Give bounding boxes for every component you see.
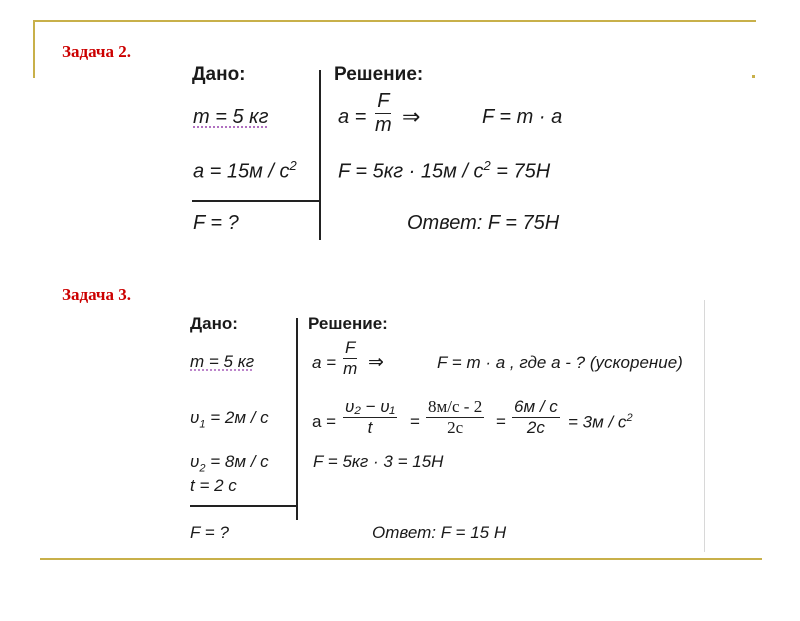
task3-equals-2: = [496, 412, 506, 431]
task2-divider-vertical [319, 70, 321, 240]
task3-given-v1-symbol: υ [190, 408, 200, 427]
task3-a2-lhs: a = [312, 412, 337, 431]
task2-formula: F = m · a [482, 106, 563, 128]
task2-given-mass: m = 5 кг [193, 106, 269, 128]
task2-given-acceleration [193, 158, 297, 184]
task3-fraction-velocity-denominator: t [367, 417, 373, 437]
task2-calculation [338, 158, 550, 184]
task3-fraction-diff [512, 397, 560, 437]
task3-fraction-values-denominator: 2с [447, 417, 464, 437]
right-edge-line [704, 300, 705, 552]
task2-given-acceleration-text: a = 15м / с [193, 160, 290, 183]
task2-given-header: Дано: [192, 64, 246, 85]
task3-solution-header: Решение: [308, 314, 388, 333]
task3-formula: F = m · a , где a - ? (ускорение) [437, 353, 683, 372]
task2-calculation-result: = 75H [490, 160, 551, 183]
left-frame-line [33, 20, 35, 78]
task3-given-v1-value: = 2м / с [205, 408, 269, 427]
bottom-frame-line [40, 558, 762, 560]
task3-implies-arrow: ⇒ [368, 352, 384, 373]
task2-divider-horizontal [192, 200, 320, 202]
task3-answer: Ответ: F = 15 H [372, 523, 507, 542]
task3-title: Задача 3. [62, 285, 131, 304]
task2-title: Задача 2. [62, 42, 131, 61]
task3-given-v2-index: 2 [199, 462, 206, 475]
task3-fraction-denominator: m [343, 358, 358, 378]
task3-divider-vertical [296, 318, 298, 520]
task2-fraction-numerator: F [377, 90, 390, 112]
task2-solution-a-lhs: a = [338, 106, 367, 128]
task2-given-find: F = ? [193, 212, 239, 234]
task3-fraction-values-numerator: 8м/с - 2 [428, 397, 483, 416]
task3-divider-horizontal [190, 505, 298, 507]
task3-equals-1: = [410, 412, 420, 431]
task3-fraction-numerator: F [345, 338, 356, 357]
task3-given-time: t = 2 с [190, 476, 237, 495]
task2-given-acceleration-exp: 2 [289, 158, 297, 173]
task3-force: F = 5кг · 3 = 15H [313, 452, 444, 471]
task3-fraction-diff-numerator: 6м / с [514, 397, 558, 416]
task3-given-v2-symbol: υ [190, 452, 200, 471]
task3-solution-a-lhs: a = [312, 353, 337, 372]
task3-given-v2-value: = 8м / с [205, 452, 269, 471]
task2-answer: Ответ: F = 75H [407, 212, 560, 234]
task3-result-pre: = 3м / с [568, 412, 627, 432]
task3-given-find: F = ? [190, 523, 229, 542]
task3-fraction-values [426, 397, 484, 437]
top-right-dot [752, 75, 755, 78]
task3-given-v2 [190, 452, 269, 474]
task3-given-header: Дано: [190, 314, 238, 333]
task2-calculation-pre: F = 5кг · 15м / с [338, 160, 484, 183]
task3-given-mass: m = 5 кг [190, 352, 255, 371]
task3-result [568, 412, 633, 433]
task3-fraction-diff-denominator: 2с [526, 417, 545, 437]
task2-implies-arrow: ⇒ [402, 104, 421, 129]
top-frame-line [33, 20, 756, 22]
task2-calculation-exp: 2 [483, 158, 491, 173]
task2-solution-header: Решение: [334, 64, 424, 85]
task3-fraction-velocity [343, 397, 397, 437]
task3-fraction-velocity-numerator: υ₂ − υ₁ [345, 397, 395, 416]
task3-given-v1-index: 1 [199, 418, 206, 431]
task3-given-v1 [190, 408, 269, 430]
task2-fraction-denominator: m [375, 114, 392, 136]
task2-fraction-f-over-m [375, 90, 392, 137]
task3-fraction-f-over-m [343, 338, 357, 378]
task3-result-exp: 2 [626, 412, 633, 424]
